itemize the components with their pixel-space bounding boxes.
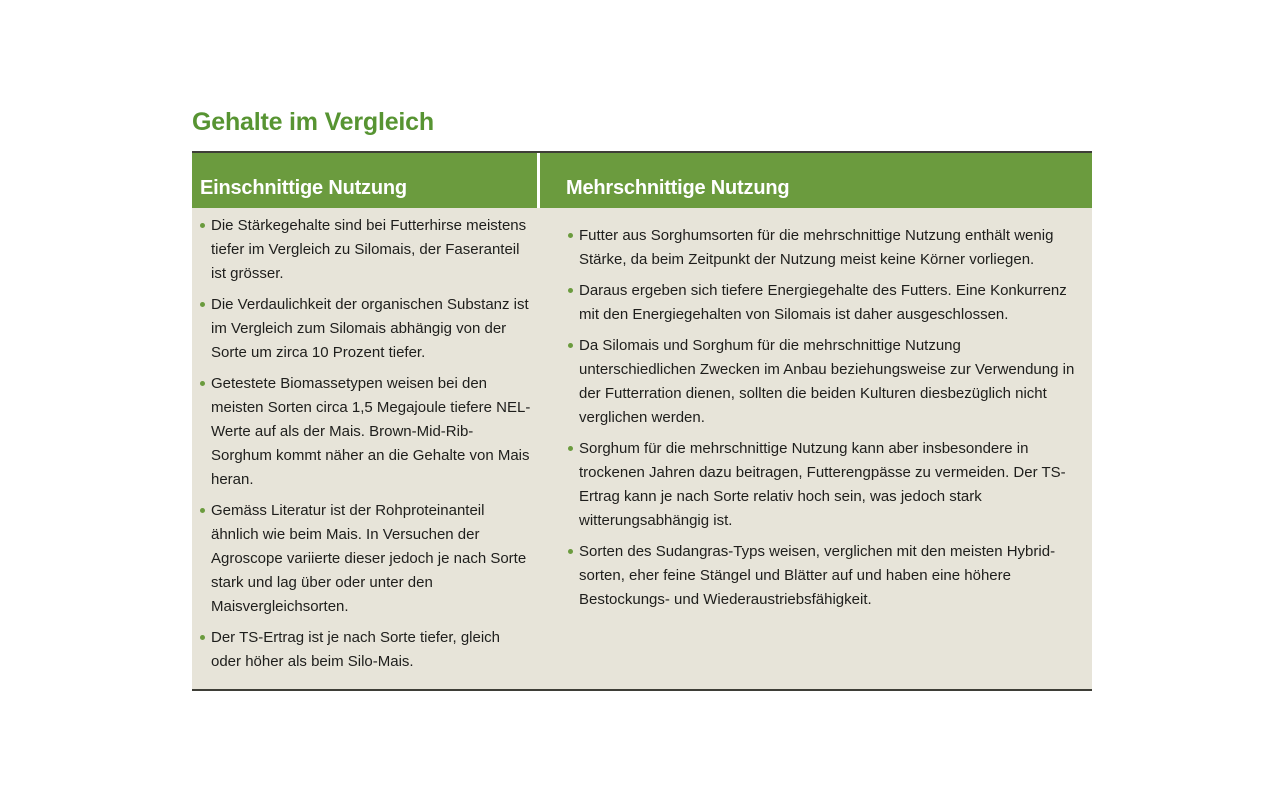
list-item: Getestete Biomassetypen weisen bei den meisten Sorten circa 1,5 Megajoule tiefere NEL-Werte auf als der Mais. Brown-Mid-Rib-Sorghum kommt näher an die Gehalte von Mais heran. bbox=[200, 372, 534, 492]
list-item: Futter aus Sorghumsorten für die mehrschnittige Nutzung enthält wenig Stärke, da beim Zeitpunkt der Nutzung meist keine Körner vorliegen. bbox=[568, 224, 1078, 272]
list-item: Sorten des Sudangras-Typs weisen, verglichen mit den meisten Hybridsorten, eher feine Stängel und Blätter auf und haben eine höhere Bestockungs- und Wiederaustriebsfähigkeit. bbox=[568, 540, 1078, 612]
column-header-einschnittige-nutzung: Einschnittige Nutzung bbox=[192, 153, 540, 208]
column-einschnittige-list bbox=[192, 208, 540, 689]
column-mehrschnittige-list bbox=[540, 208, 1092, 689]
list-item: Der TS-Ertrag ist je nach Sorte tiefer, gleich oder höher als beim Silo-Mais. bbox=[200, 626, 534, 674]
list-item: Da Silomais und Sorghum für die mehrschnittige Nutzung unterschiedlichen Zwecken im Anbau beziehungsweise zur Verwendung in der Futterration dienen, sollten die beiden Kulturen diesbezüglich nicht verglichen werden. bbox=[568, 334, 1078, 430]
list-item: Gemäss Literatur ist der Rohproteinanteil ähnlich wie beim Mais. In Versuchen der Agroscope variierte dieser jedoch je nach Sorte stark und lag über oder unter den Maisvergleichsorten. bbox=[200, 499, 534, 619]
table-body bbox=[192, 208, 1092, 691]
list-item: Daraus ergeben sich tiefere Energiegehalte des Futters. Eine Konkurrenz mit den Energiegehalten von Silomais ist daher ausgeschlossen. bbox=[568, 279, 1078, 327]
list-item: Die Verdaulichkeit der organischen Substanz ist im Vergleich zum Silomais abhängig von der Sorte um zirca 10 Prozent tiefer. bbox=[200, 293, 534, 365]
table-header-row bbox=[192, 151, 1092, 208]
comparison-table bbox=[192, 151, 1092, 691]
list-item: Die Stärkegehalte sind bei Futterhirse meistens tiefer im Vergleich zu Silomais, der Faseranteil ist grösser. bbox=[200, 214, 534, 286]
column-header-mehrschnittige-nutzung: Mehrschnittige Nutzung bbox=[566, 177, 790, 199]
list-item: Sorghum für die mehrschnittige Nutzung kann aber insbesondere in trockenen Jahren dazu beitragen, Futterengpässe zu vermeiden. Der TS-Ertrag kann je nach Sorte relativ hoch sein, was jedoch stark witterungsabhängig ist. bbox=[568, 437, 1078, 533]
page-title: Gehalte im Vergleich bbox=[192, 108, 434, 136]
